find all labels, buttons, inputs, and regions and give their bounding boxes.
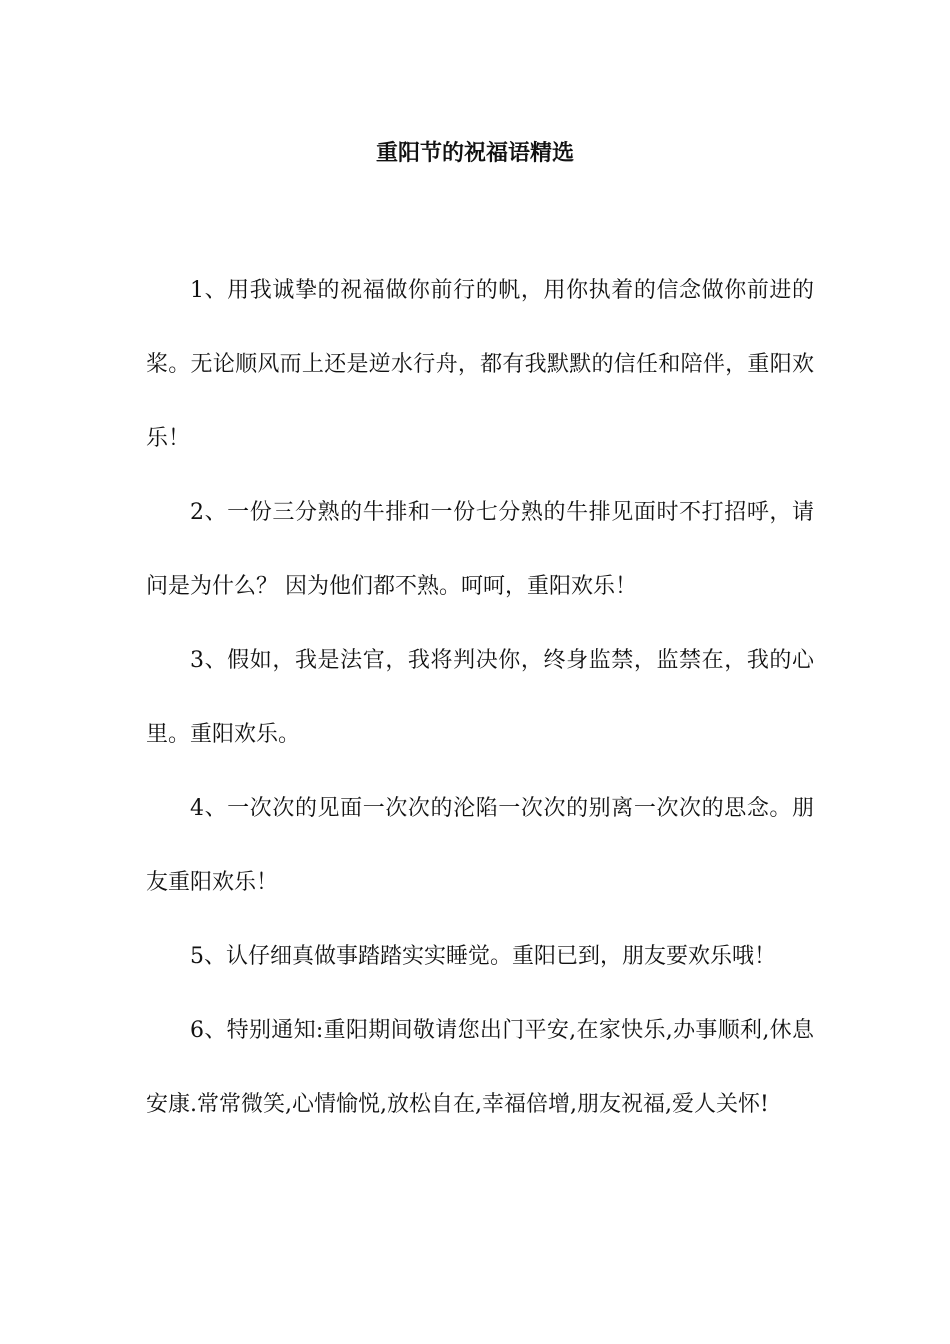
document-body (146, 254, 814, 1142)
document-title: 重阳节的祝福语精选 (375, 140, 574, 166)
paragraph-3: 3、假如，我是法官，我将判决你，终身监禁，监禁在，我的心里。重阳欢乐。 (146, 648, 814, 747)
paragraph-2: 2、一份三分熟的牛排和一份七分熟的牛排见面时不打招呼，请问是为什么？ 因为他们都不熟。呵呵，重阳欢乐！ (146, 500, 814, 599)
paragraph-4: 4、一次次的见面一次次的沦陷一次次的别离一次次的思念。朋友重阳欢乐！ (146, 796, 814, 895)
paragraph-6: 6、特别通知:重阳期间敬请您出门平安,在家快乐,办事顺利,休息安康.常常微笑,心情愉悦,放松自在,幸福倍增,朋友祝福,爱人关怀! (146, 1018, 814, 1117)
paragraph-1: 1、用我诚挚的祝福做你前行的帆，用你执着的信念做你前进的桨。无论顺风而上还是逆水行舟，都有我默默的信任和陪伴，重阳欢乐！ (146, 278, 814, 451)
paragraph-5: 5、认仔细真做事踏踏实实睡觉。重阳已到，朋友要欢乐哦！ (190, 944, 776, 969)
